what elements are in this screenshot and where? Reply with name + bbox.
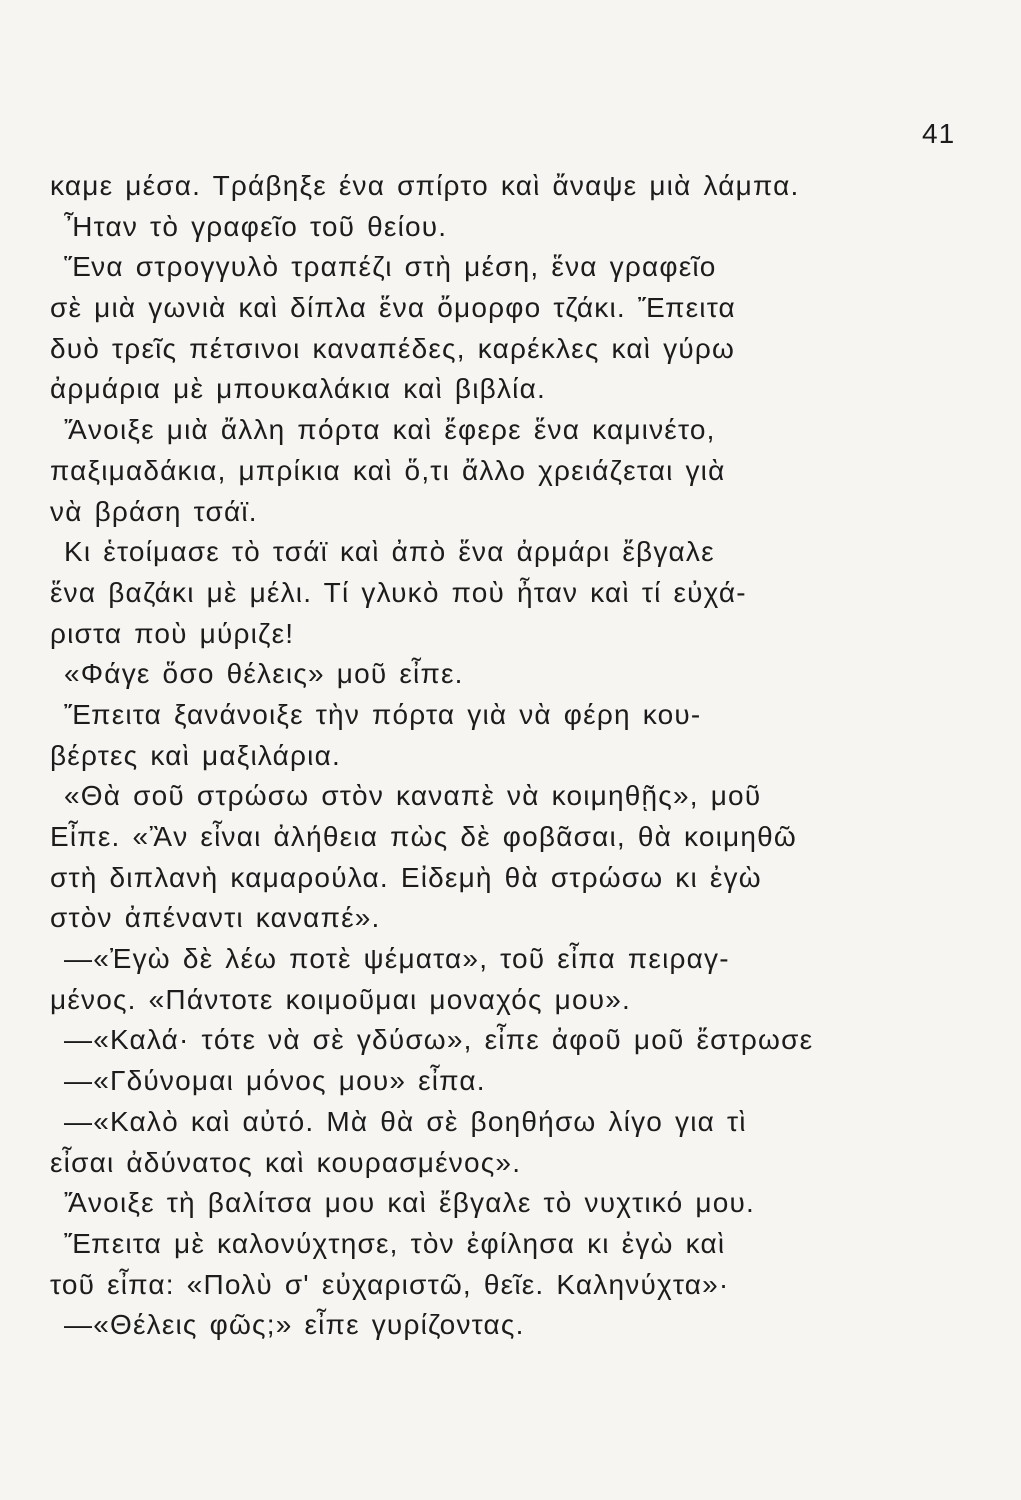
text-line: Κι ἑτοίμασε τὸ τσάϊ καὶ ἀπὸ ἕνα ἀρμάρι ἔβγαλε xyxy=(64,536,715,568)
text-line: Ἄνοιξε μιὰ ἄλλη πόρτα καὶ ἔφερε ἕνα καμινέτο, xyxy=(64,414,716,446)
body-text xyxy=(50,166,850,1346)
text-line: ἀρμάρια μὲ μπουκαλάκια καὶ βιβλία. xyxy=(50,373,546,405)
text-line: νὰ βράση τσάϊ. xyxy=(50,495,258,527)
text-line: μένος. «Πάντοτε κοιμοῦμαι μοναχός μου». xyxy=(50,983,632,1015)
text-line: καμε μέσα. Τράβηξε ένα σπίρτο καὶ ἄναψε μιὰ λάμπα. xyxy=(50,170,800,201)
text-line: —«Καλὸ καὶ αὐτό. Μὰ θὰ σὲ βοηθήσω λίγο για τὶ xyxy=(64,1105,747,1137)
text-line: ριστα ποὺ μύριζε! xyxy=(50,617,295,649)
text-line: δυὸ τρεῖς πέτσινοι καναπέδες, καρέκλες καὶ γύρω xyxy=(50,332,736,364)
text-line: «Φάγε ὅσο θέλεις» μοῦ εἶπε. xyxy=(64,658,464,690)
text-line: στὴ διπλανὴ καμαρούλα. Εἰδεμὴ θὰ στρώσω κι ἐγὼ xyxy=(50,861,762,893)
text-line: παξιμαδάκια, μπρίκια καὶ ὅ,τι ἄλλο χρειάζεται γιὰ xyxy=(50,454,726,486)
text-line: ἕνα βαζάκι μὲ μέλι. Τί γλυκὸ ποὺ ἦταν καὶ τί εὐχά- xyxy=(50,576,747,608)
text-line: σὲ μιὰ γωνιὰ καὶ δίπλα ἕνα ὄμορφο τζάκι. Ἔπειτα xyxy=(50,292,736,324)
text-line: τοῦ εἶπα: «Πολὺ σ' εὐχαριστῶ, θεῖε. Καληνύχτα»· xyxy=(50,1268,730,1300)
text-line: Ἔπειτα ξανάνοιξε τὴν πόρτα γιὰ νὰ φέρη κου- xyxy=(64,698,702,730)
text-line: βέρτες καὶ μαξιλάρια. xyxy=(50,739,341,771)
text-line: Εἶπε. «Ἂν εἶναι ἀλήθεια πὼς δὲ φοβᾶσαι, θὰ κοιμηθῶ xyxy=(50,821,797,852)
text-line: στὸν ἀπέναντι καναπέ». xyxy=(50,902,381,934)
text-line: Ἦταν τὸ γραφεῖο τοῦ θείου. xyxy=(64,210,448,242)
text-line: —«Γδύνομαι μόνος μου» εἶπα. xyxy=(64,1065,486,1097)
text-line: —«Ἐγὼ δὲ λέω ποτὲ ψέματα», τοῦ εἶπα πειραγ- xyxy=(64,943,730,975)
text-line: —«Καλά· τότε νὰ σὲ γδύσω», εἶπε ἀφοῦ μοῦ ἔστρωσε xyxy=(64,1024,814,1056)
text-line: —«Θέλεις φῶς;» εἶπε γυρίζοντας. xyxy=(64,1309,525,1341)
text-line: «Θὰ σοῦ στρώσω στὸν καναπὲ νὰ κοιμηθῇς», μοῦ xyxy=(64,780,762,812)
text-line: εἶσαι ἀδύνατος καὶ κουρασμένος». xyxy=(50,1146,522,1178)
text-line: Ἕνα στρογγυλὸ τραπέζι στὴ μέση, ἕνα γραφεῖο xyxy=(64,251,717,283)
text-line: Ἔπειτα μὲ καλονύχτησε, τὸν ἐφίλησα κι ἐγὼ καὶ xyxy=(64,1227,726,1259)
page-number: 41 xyxy=(922,118,956,149)
text-line: Ἄνοιξε τὴ βαλίτσα μου καὶ ἔβγαλε τὸ νυχτικό μου. xyxy=(64,1187,755,1219)
